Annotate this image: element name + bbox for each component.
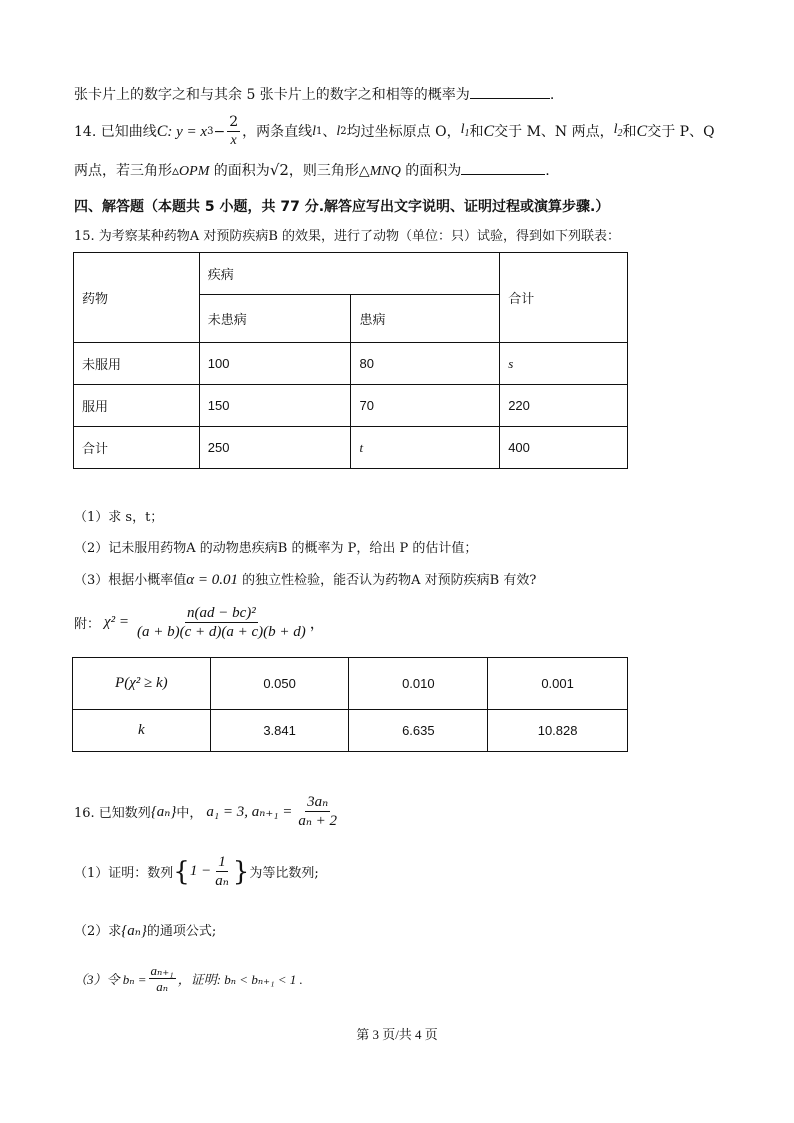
cell: 100 — [199, 343, 351, 385]
cell: 80 — [351, 343, 500, 385]
row-label: 未服用 — [74, 343, 200, 385]
q15-part3 — [74, 571, 536, 590]
fraction-numerator: 1 — [218, 854, 226, 870]
row-label: 合计 — [74, 427, 200, 469]
q14-number: 14. 已知曲线 — [74, 123, 157, 140]
curve-c-ref2: C — [636, 122, 648, 140]
header-not-sick: 未患病 — [199, 295, 351, 343]
fraction-denominator: x — [230, 133, 237, 148]
minus-sign: − — [213, 123, 226, 140]
expr-one-minus: 1 − — [189, 863, 212, 879]
cell: 250 — [199, 427, 351, 469]
table-row — [74, 343, 628, 385]
fraction-denominator: aₙ — [215, 873, 229, 889]
q16-intro — [74, 793, 341, 830]
q16-part3-b: ，证明: bₙ < bₙ₊₁ < 1 . — [177, 972, 303, 987]
q16-part1-a: （1）证明：数列 — [74, 866, 174, 881]
recurrence-denominator: aₙ + 2 — [298, 813, 338, 829]
fraction-2-over-x — [227, 113, 240, 150]
q15-intro: 15. 为考察某种药物A 对预防疾病B 的效果，进行了动物（单位：只）试验，得到如下列联表： — [74, 229, 621, 244]
cell: t — [351, 427, 500, 469]
cell: s — [500, 343, 628, 385]
q13-tail — [74, 84, 554, 104]
curve-equation: : y = x — [167, 123, 208, 140]
cell: 220 — [500, 385, 628, 427]
exponent: 3 — [207, 125, 214, 137]
l1-subscript: 1 — [316, 125, 323, 137]
triangle-mnq: △MNQ — [358, 164, 401, 179]
table-row — [73, 710, 628, 752]
chi-square-formula — [74, 604, 325, 641]
q15-part2: （2）记未服用药物A 的动物患疾病B 的概率为 P，给出 P 的估计值； — [74, 541, 478, 556]
table-row — [74, 385, 628, 427]
q14-text4: 交于 M、N 两点， — [494, 123, 614, 140]
critical-value-table — [72, 657, 628, 752]
q16-part3 — [74, 963, 303, 994]
formula-numerator: n(ad − bc)² — [186, 605, 256, 621]
q15-part1: （1）求 s，t； — [74, 510, 164, 525]
line-l2: l — [336, 123, 341, 139]
table-row — [73, 658, 628, 710]
q16-part3-a: （3）令 bₙ = — [74, 972, 147, 987]
formula-comma: ， — [309, 614, 325, 632]
q14-text6: 交于 P、Q — [647, 123, 715, 140]
alpha-value: α = 0.01 — [186, 572, 239, 588]
period: . — [545, 163, 550, 179]
fraction-numerator: 2 — [229, 114, 239, 130]
line-l2-ref: $l_2$ — [613, 121, 623, 139]
recurrence-numerator: 3aₙ — [307, 794, 329, 810]
formula-denominator: (a + b)(c + d)(a + c)(b + d) — [136, 624, 306, 640]
recurrence-lhs: a₁ = 3, aₙ₊₁ = — [206, 804, 293, 820]
sqrt-2: √2 — [269, 161, 289, 179]
q15-part3-b: 的独立性检验，能否认为药物A 对预防疾病B 有效? — [238, 573, 537, 588]
q14-text5: 和 — [622, 123, 637, 140]
cell: 10.828 — [488, 710, 628, 752]
q16-intro-a: 16. 已知数列 — [74, 806, 151, 821]
table-row — [74, 427, 628, 469]
cell: 400 — [500, 427, 628, 469]
q13-text: 张卡片上的数字之和与其余 5 张卡片上的数字之和相等的概率为 — [74, 87, 470, 103]
header-disease: 疾病 — [199, 253, 499, 295]
formula-label: 附： — [74, 617, 101, 632]
q14-line2-a: 两点，若三角形 — [74, 163, 172, 179]
sequence-an: {aₙ} — [150, 804, 177, 820]
q16-part2 — [74, 920, 216, 940]
answer-blank — [470, 84, 550, 99]
recurrence-fraction — [296, 793, 339, 830]
q16-part1 — [74, 853, 319, 890]
q15-part3-a: （3）根据小概率值 — [74, 573, 187, 588]
q14-text3: 和 — [469, 123, 484, 140]
cell: 0.010 — [349, 658, 488, 710]
cell: 0.001 — [488, 658, 628, 710]
left-brace: { — [173, 856, 190, 887]
q14-text2: 均过坐标原点 O， — [346, 123, 461, 140]
curve-c: C — [156, 122, 168, 140]
q14-line1 — [74, 113, 715, 150]
line-l1-ref: $l_1$ — [460, 121, 470, 139]
q14-line2 — [74, 160, 550, 181]
fraction-1-over-an — [213, 853, 231, 890]
period: . — [549, 87, 555, 103]
header-drug: 药物 — [74, 253, 200, 343]
q16-intro-b: 中， — [176, 806, 203, 821]
q14-line2-b: 的面积为 — [209, 163, 270, 179]
right-brace: } — [232, 856, 250, 887]
fraction-denominator: aₙ — [156, 979, 169, 994]
q16-part2-b: 的通项公式; — [146, 924, 217, 939]
q14-line2-d: 的面积为 — [400, 163, 462, 179]
fraction-bn — [149, 963, 176, 994]
header-total: 合计 — [500, 253, 628, 343]
q14-text1: ，两条直线 — [242, 123, 313, 140]
cell: 6.635 — [349, 710, 488, 752]
section-title: 四、解答题（本题共 5 小题，共 77 分.解答应写出文字说明、证明过程或演算步骤.） — [74, 199, 610, 215]
q14-line2-c: ，则三角形 — [288, 163, 359, 179]
cell: 3.841 — [210, 710, 349, 752]
sequence-an: {aₙ} — [121, 923, 147, 939]
separator: 、 — [322, 123, 337, 140]
chi-square-symbol: χ² = — [104, 614, 129, 630]
triangle-opm: ▵OPM — [172, 164, 210, 179]
page-footer: 第 3 页/共 4 页 — [356, 1027, 438, 1042]
formula-fraction — [135, 604, 308, 641]
line-l1: l — [312, 123, 316, 139]
curve-c-ref: C — [483, 122, 495, 140]
answer-blank — [461, 160, 545, 175]
cell: 150 — [199, 385, 351, 427]
fraction-numerator: aₙ₊₁ — [150, 963, 174, 978]
header-sick: 患病 — [351, 295, 500, 343]
l2-subscript: 2 — [340, 125, 347, 137]
contingency-table — [73, 252, 628, 469]
k-label: k — [73, 710, 211, 752]
cell: 70 — [351, 385, 500, 427]
q16-part2-a: （2）求 — [74, 924, 122, 939]
cell: 0.050 — [210, 658, 349, 710]
q16-part1-b: 为等比数列; — [249, 866, 319, 881]
probability-label: P(χ² ≥ k) — [73, 658, 211, 710]
row-label: 服用 — [74, 385, 200, 427]
